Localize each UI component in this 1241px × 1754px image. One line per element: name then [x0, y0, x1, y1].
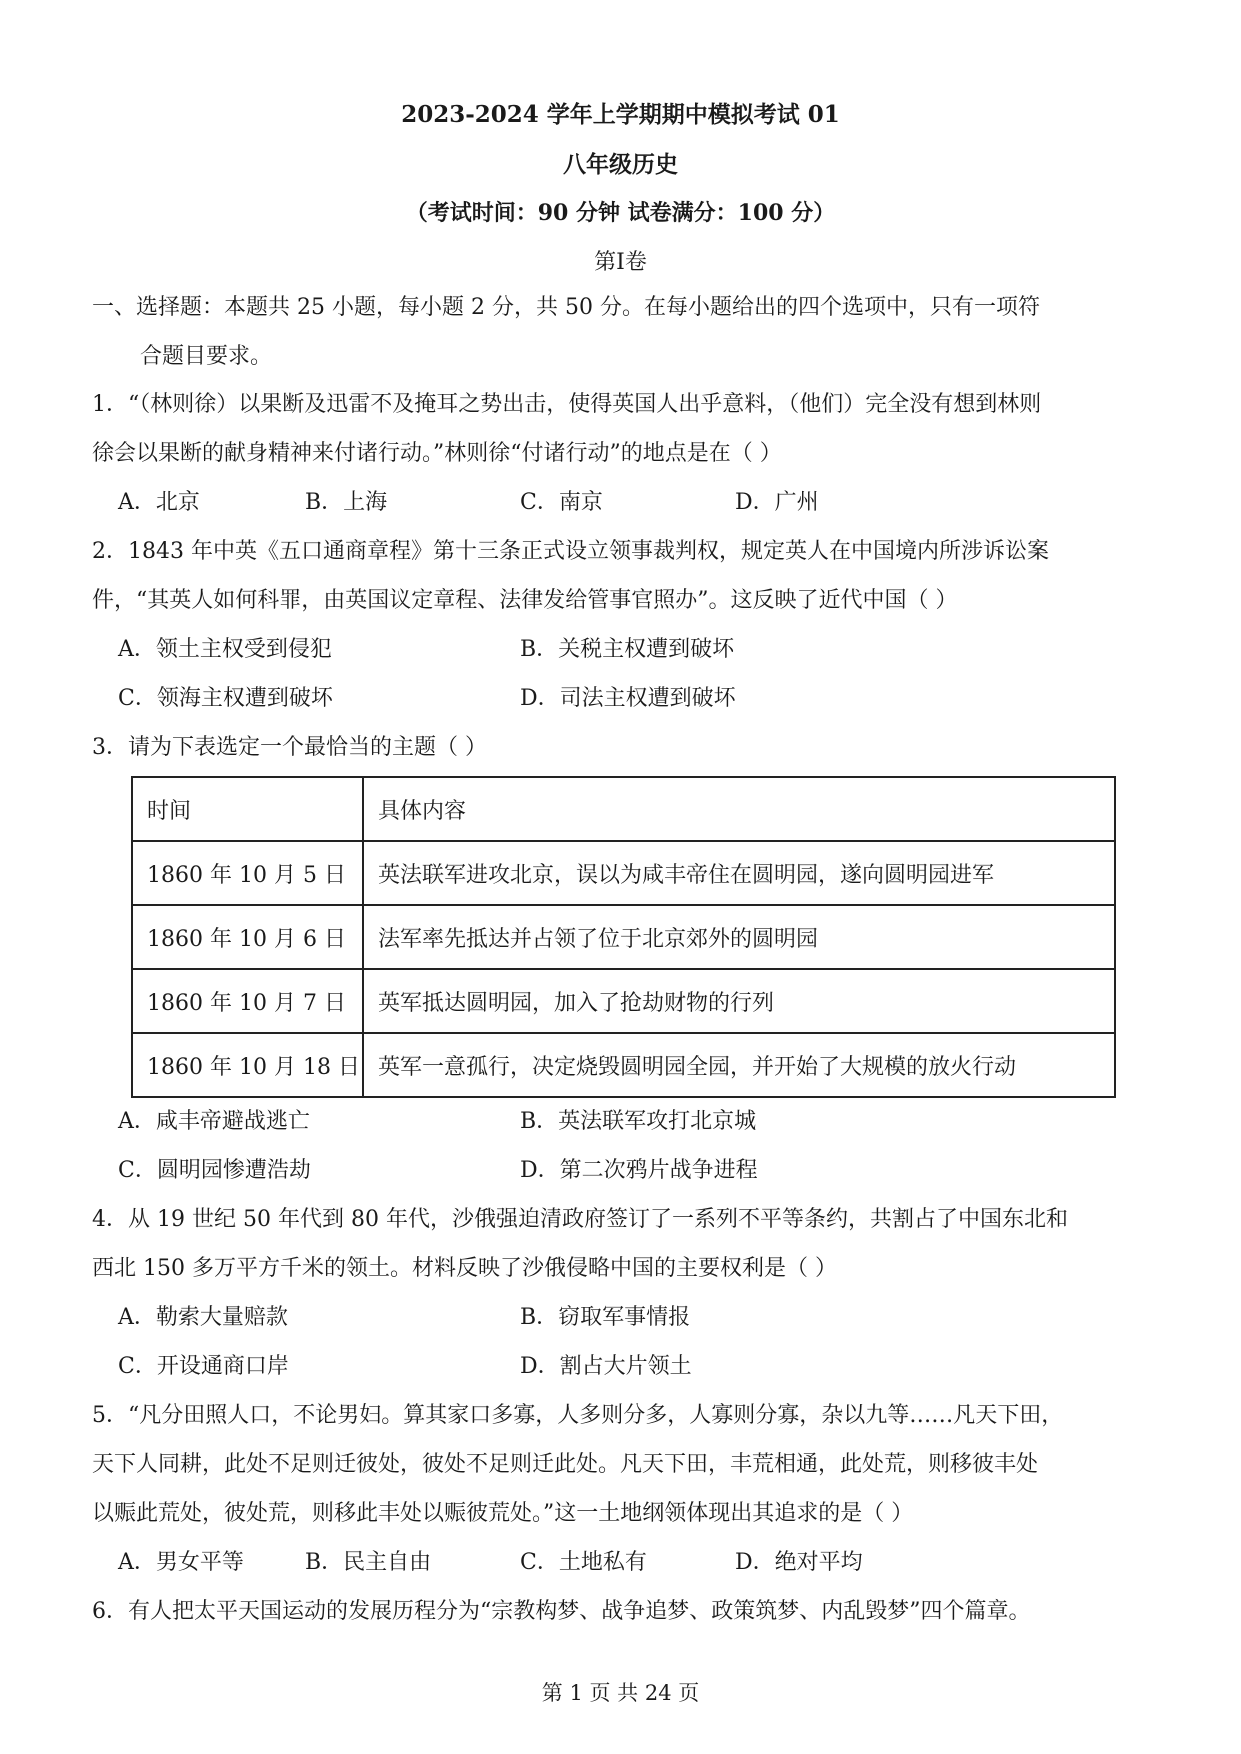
question-1-option-c[interactable]: C．南京 [520, 490, 603, 515]
table-row [132, 905, 1115, 969]
question-3-table [131, 776, 1116, 1098]
exam-info: （考试时间：90 分钟 试卷满分：100 分） [405, 200, 836, 226]
question-1-option-d[interactable]: D．广州 [735, 490, 819, 515]
section-heading-line2: 合题目要求。 [140, 344, 273, 369]
table-cell-date: 1860 年 10 月 6 日 [132, 905, 363, 969]
table-cell-content: 英法联军进攻北京，误以为咸丰帝住在圆明园，遂向圆明园进军 [363, 841, 1115, 905]
table-row [132, 969, 1115, 1033]
table-header-time: 时间 [132, 777, 363, 841]
question-2-option-d[interactable]: D．司法主权遭到破坏 [520, 686, 736, 711]
question-1-line1: 1．“（林则徐）以果断及迅雷不及掩耳之势出击，使得英国人出乎意料，（他们）完全没有想到林则 [92, 392, 1042, 417]
question-5-line2: 天下人同耕，此处不足则迁彼处，彼处不足则迁此处。凡天下田，丰荒相通，此处荒，则移彼丰处 [92, 1452, 1039, 1477]
table-header-content: 具体内容 [363, 777, 1115, 841]
question-5-option-d[interactable]: D．绝对平均 [735, 1550, 863, 1575]
question-4-line2: 西北 150 多万平方千米的领土。材料反映了沙俄侵略中国的主要权利是（ ） [92, 1256, 837, 1281]
exam-title: 2023-2024 学年上学期期中模拟考试 01 [401, 101, 840, 128]
question-4-option-b[interactable]: B．窃取军事情报 [520, 1305, 691, 1330]
question-4-line1: 4．从 19 世纪 50 年代到 80 年代，沙俄强迫清政府签订了一系列不平等条约，共割占了中国东北和 [92, 1207, 1068, 1232]
question-3-line1: 3．请为下表选定一个最恰当的主题（ ） [92, 735, 487, 760]
table-header-row [132, 777, 1115, 841]
table-cell-content: 英军一意孤行，决定烧毁圆明园全园，并开始了大规模的放火行动 [363, 1033, 1115, 1097]
question-3-option-b[interactable]: B．英法联军攻打北京城 [520, 1109, 757, 1134]
table-cell-content: 法军率先抵达并占领了位于北京郊外的圆明园 [363, 905, 1115, 969]
question-2-line1: 2．1843 年中英《五口通商章程》第十三条正式设立领事裁判权，规定英人在中国境内所涉诉讼案 [92, 539, 1049, 564]
question-5-option-c[interactable]: C．土地私有 [520, 1550, 647, 1575]
question-6-line1: 6．有人把太平天国运动的发展历程分为“宗教构梦、战争追梦、政策筑梦、内乱毁梦”四个篇章。 [92, 1599, 1031, 1624]
question-2-option-b[interactable]: B．关税主权遭到破坏 [520, 637, 735, 662]
question-3-option-a[interactable]: A．咸丰帝避战逃亡 [118, 1109, 310, 1134]
question-5-option-a[interactable]: A．男女平等 [118, 1550, 244, 1575]
question-4-option-d[interactable]: D．割占大片领土 [520, 1354, 692, 1379]
question-5-line1: 5．“凡分田照人口，不论男妇。算其家口多寡，人多则分多，人寡则分寡，杂以九等……凡天下田， [92, 1403, 1064, 1428]
table-row [132, 841, 1115, 905]
exam-subtitle: 八年级历史 [563, 151, 678, 178]
question-3-option-d[interactable]: D．第二次鸦片战争进程 [520, 1158, 758, 1183]
table-cell-date: 1860 年 10 月 5 日 [132, 841, 363, 905]
question-1-option-b[interactable]: B．上海 [305, 490, 388, 515]
table-cell-date: 1860 年 10 月 18 日 [132, 1033, 363, 1097]
page-footer: 第 1 页 共 24 页 [541, 1681, 700, 1705]
question-2-option-a[interactable]: A．领土主权受到侵犯 [118, 637, 332, 662]
question-4-option-a[interactable]: A．勒索大量赔款 [118, 1305, 288, 1330]
volume-label: 第I卷 [594, 250, 647, 275]
question-1-line2: 徐会以果断的献身精神来付诸行动。”林则徐“付诸行动”的地点是在（ ） [92, 441, 782, 466]
question-4-option-c[interactable]: C．开设通商口岸 [118, 1354, 289, 1379]
question-1-option-a[interactable]: A．北京 [118, 490, 200, 515]
question-3-option-c[interactable]: C．圆明园惨遭浩劫 [118, 1158, 311, 1183]
table-cell-content: 英军抵达圆明园，加入了抢劫财物的行列 [363, 969, 1115, 1033]
question-2-option-c[interactable]: C．领海主权遭到破坏 [118, 686, 333, 711]
table-row [132, 1033, 1115, 1097]
table-cell-date: 1860 年 10 月 7 日 [132, 969, 363, 1033]
question-2-line2: 件，“其英人如何科罪，由英国议定章程、法律发给管事官照办”。这反映了近代中国（ ） [92, 588, 958, 613]
question-5-option-b[interactable]: B．民主自由 [305, 1550, 432, 1575]
question-5-line3: 以赈此荒处，彼处荒，则移此丰处以赈彼荒处。”这一土地纲领体现出其追求的是（ ） [92, 1501, 914, 1526]
section-heading-line1: 一、选择题：本题共 25 小题，每小题 2 分，共 50 分。在每小题给出的四个选项中，只有一项符 [92, 295, 1040, 320]
